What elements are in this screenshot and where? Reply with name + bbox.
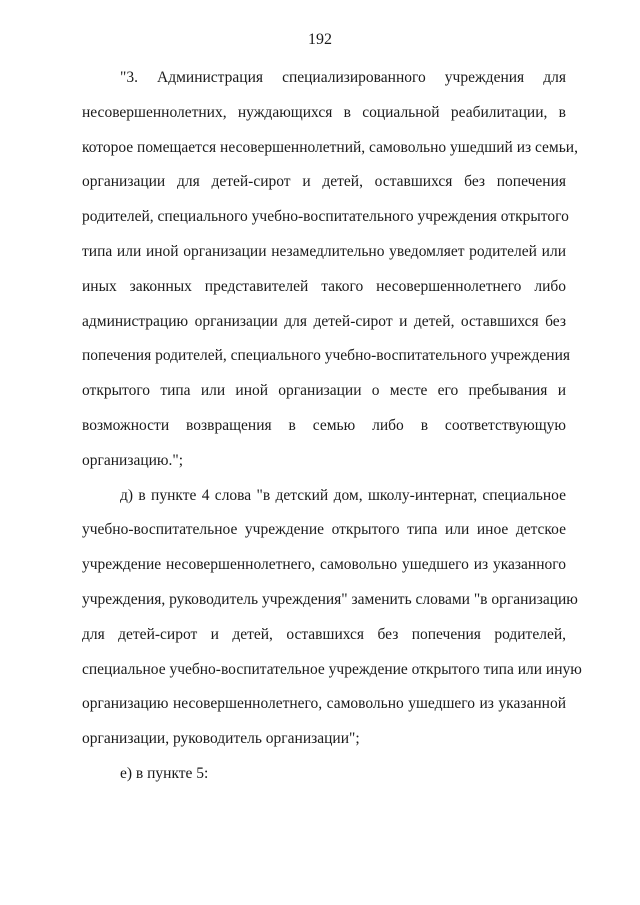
text-line: открытого типа или иной организации о месте его пребывания и: [82, 382, 566, 400]
text-line: типа или иной организации незамедлительно уведомляет родителей или: [82, 242, 566, 260]
text-line: попечения родителей, специального учебно-воспитательного учреждения: [82, 347, 571, 365]
text-line: которое помещается несовершеннолетний, самовольно ушедший из семьи,: [82, 138, 578, 156]
text-line: учреждения, руководитель учреждения" заменить словами "в организацию: [82, 590, 578, 608]
text-line: организации для детей-сирот и детей, оставшихся без попечения: [82, 173, 566, 191]
document-body: [82, 68, 582, 799]
text-line: организацию.";: [82, 451, 184, 469]
text-line: иных законных представителей такого несовершеннолетнего либо: [82, 277, 566, 295]
text-line: несовершеннолетних, нуждающихся в социальной реабилитации, в: [82, 103, 566, 121]
text-line: е) в пункте 5:: [120, 764, 209, 782]
text-line: "3. Администрация специализированного учреждения для: [120, 69, 566, 86]
text-line: организацию несовершеннолетнего, самовольно ушедшего из указанной: [82, 695, 566, 713]
text-line: возможности возвращения в семью либо в соответствующую: [82, 416, 566, 434]
text-line: д) в пункте 4 слова "в детский дом, школу-интернат, специальное: [120, 486, 566, 504]
text-line: специальное учебно-воспитательное учреждение открытого типа или иную: [82, 660, 582, 678]
text-line: организации, руководитель организации";: [82, 730, 360, 748]
text-line: для детей-сирот и детей, оставшихся без попечения родителей,: [82, 625, 566, 643]
text-line: администрацию организации для детей-сирот и детей, оставшихся без: [82, 312, 566, 330]
text-line: родителей, специального учебно-воспитательного учреждения открытого: [82, 208, 569, 226]
text-line: учреждение несовершеннолетнего, самовольно ушедшего из указанного: [82, 556, 566, 574]
text-line: учебно-воспитательное учреждение открытого типа или иное детское: [82, 521, 566, 539]
page-number: 192: [308, 31, 332, 48]
